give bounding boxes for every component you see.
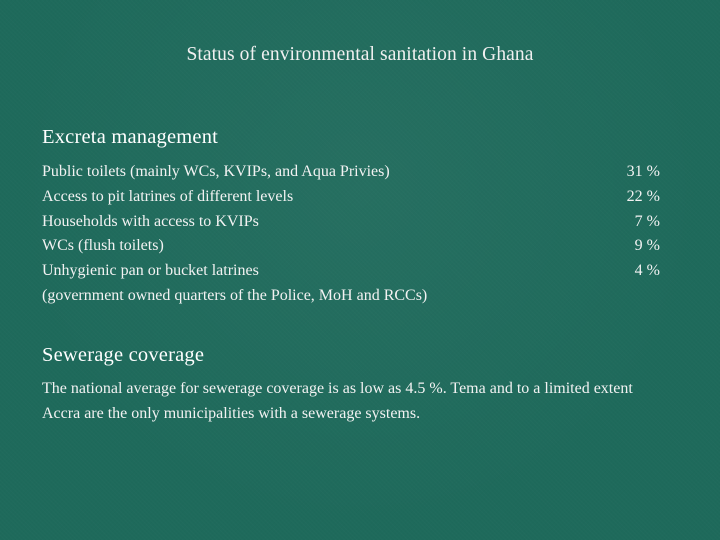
excreta-heading: Excreta management (42, 126, 219, 148)
excreta-item-value: 7 % (634, 212, 660, 230)
excreta-item-label: Access to pit latrines of different levels (42, 187, 294, 205)
excreta-item-value: 22 % (626, 187, 660, 205)
excreta-item-value: 4 % (634, 262, 660, 280)
sewerage-heading: Sewerage coverage (42, 344, 205, 366)
excreta-item-label: Households with access to KVIPs (42, 212, 259, 230)
excreta-item-label: Public toilets (mainly WCs, KVIPs, and Aqua Privies) (42, 163, 390, 180)
excreta-item-label: (government owned quarters of the Police, MoH and RCCs) (42, 287, 428, 304)
excreta-item-value: 9 % (634, 237, 660, 255)
excreta-item-label: WCs (flush toilets) (42, 237, 164, 255)
excreta-item-label: Unhygienic pan or bucket latrines (42, 262, 259, 280)
sewerage-text: The national average for sewerage coverage is as low as 4.5 %. Tema and to a limited extent Accra are the only municipalities with a sewerage systems. (42, 380, 633, 422)
slide-title: Status of environmental sanitation in Ghana (186, 44, 534, 65)
excreta-item-value: 31 % (626, 163, 660, 180)
